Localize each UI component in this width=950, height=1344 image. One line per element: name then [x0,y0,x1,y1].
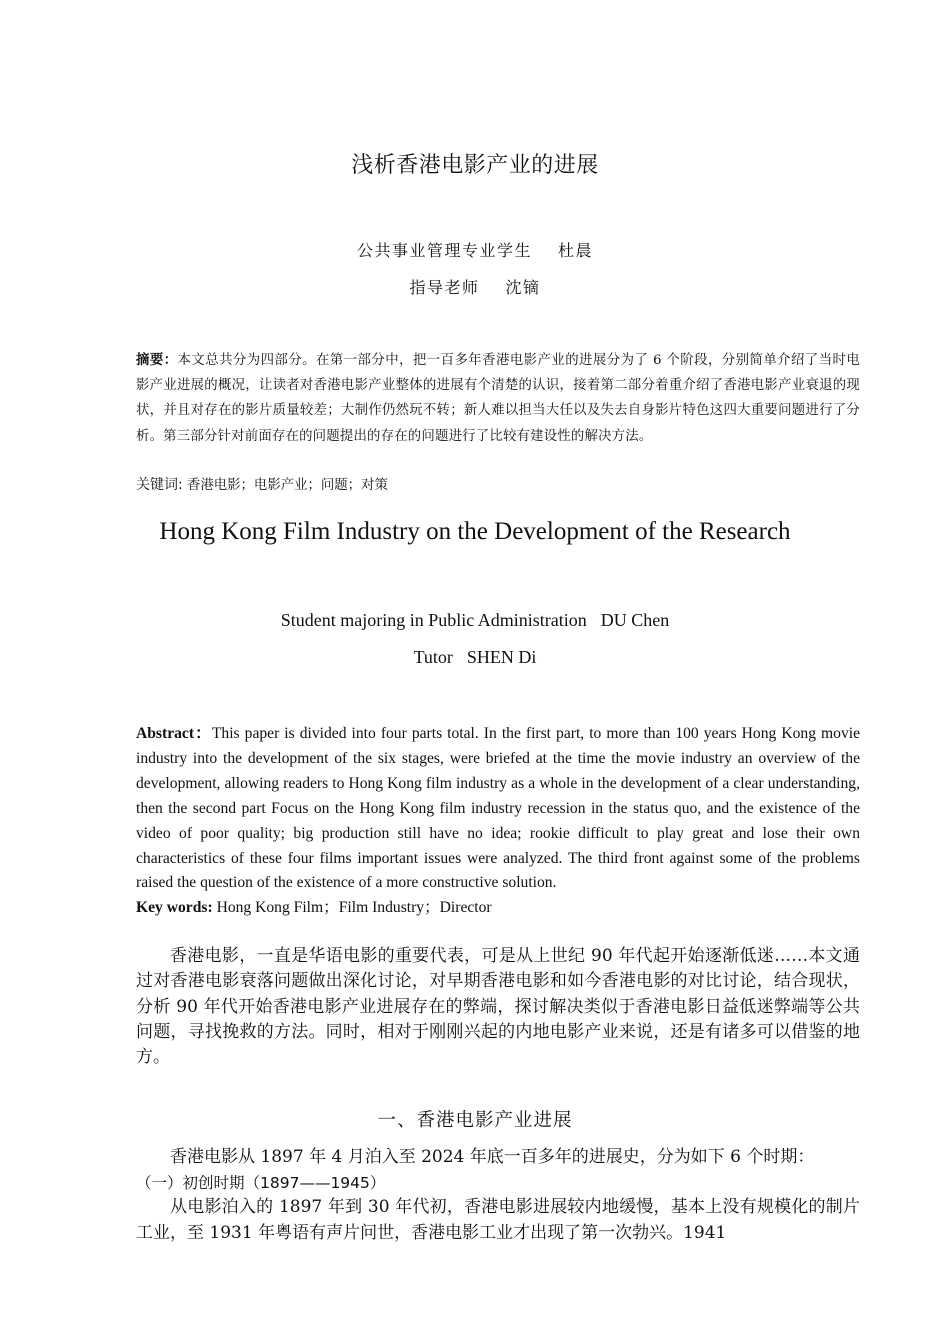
english-tutor-label: Tutor [413,647,453,667]
english-author-major: Student majoring in Public Administration [280,610,587,630]
chinese-keywords [136,473,860,498]
chinese-abstract-label: 摘要： [136,353,178,368]
english-keywords [136,896,860,920]
intro-paragraph: 香港电影，一直是华语电影的重要代表，可是从上世纪 90 年代起开始逐渐低迷……本文通过对香港电影衰落问题做出深化讨论，对早期香港电影和如今香港电影的对比讨论，结合现状，分析 90 年代开始香港电影产业进展存在的弊端，探讨解决类似于香港电影日益低迷弊端等公共问题，寻找挽救的方法。同时，相对于刚刚兴起的内地电影产业来说，还是有诸多可以借鉴的地方。 [136,946,860,1068]
english-tutor-line [0,647,950,668]
english-abstract-label: Abstract： [136,725,212,742]
chinese-tutor-label: 指导老师 [409,278,480,297]
english-author-line [0,610,950,631]
english-title: Hong Kong Film Industry on the Development of the Research [159,518,791,545]
chinese-author-major: 公共事业管理专业学生 [356,241,532,260]
chinese-keywords-text: 香港电影；电影产业；问题；对策 [186,478,388,493]
english-keywords-text: Hong Kong Film；Film Industry；Director [216,899,492,916]
english-keywords-label: Key words: [136,899,213,916]
chinese-tutor-name: 沈镝 [505,278,541,297]
subsection-heading: （一）初创时期（1897——1945） [136,1174,386,1192]
english-abstract-text: This paper is divided into four parts total. In the first part, to more than 100 years Hong Kong movie industry into the development of the six stages, were briefed at the time the movie industry an overview of the development, allowing readers to Hong Kong film industry as a whole in the development of a clear understanding, then the second part Focus on the Hong Kong film industry recession in the status quo, and the existence of the video of poor quality; big production still have no idea; rookie difficult to play great and lose their own characteristics of these four films important issues were analyzed. The third front against some of the problems raised the question of the existence of a more constructive solution. [136,725,861,892]
chinese-author-name: 杜晨 [558,241,594,260]
section-paragraph: 香港电影从 1897 年 4 月泊入至 2024 年底一百多年的进展史，分为如下 6 个时期： [170,1147,815,1167]
chinese-author-line [0,238,950,261]
section-heading: 一、香港电影产业进展 [377,1110,573,1131]
subsection-paragraph: 从电影泊入的 1897 年到 30 年代初，香港电影进展较内地缓慢，基本上没有规模化的制片工业，至 1931 年粤语有声片问世，香港电影工业才出现了第一次勃兴。1941 [136,1197,860,1243]
english-author-name: DU Chen [600,610,670,630]
chinese-abstract-text: 本文总共分为四部分。在第一部分中，把一百多年香港电影产业的进展分为了 6 个阶段，分别简单介绍了当时电影产业进展的概况，让读者对香港电影产业整体的进展有个清楚的认识，接着第二部分着重介绍了香港电影产业衰退的现状，并且对存在的影片质量较差；大制作仍然玩不转；新人难以担当大任以及失去自身影片特色这四大重要问题进行了分析。第三部分针对前面存在的问题提出的存在的问题进行了比较有建设性的解决方法。 [136,353,860,444]
english-abstract [136,722,860,896]
english-tutor-name: SHEN Di [466,647,537,667]
chinese-abstract [136,348,860,449]
chinese-keywords-label: 关键词: [136,477,183,493]
chinese-title: 浅析香港电影产业的进展 [351,153,599,178]
chinese-tutor-line [0,275,950,298]
